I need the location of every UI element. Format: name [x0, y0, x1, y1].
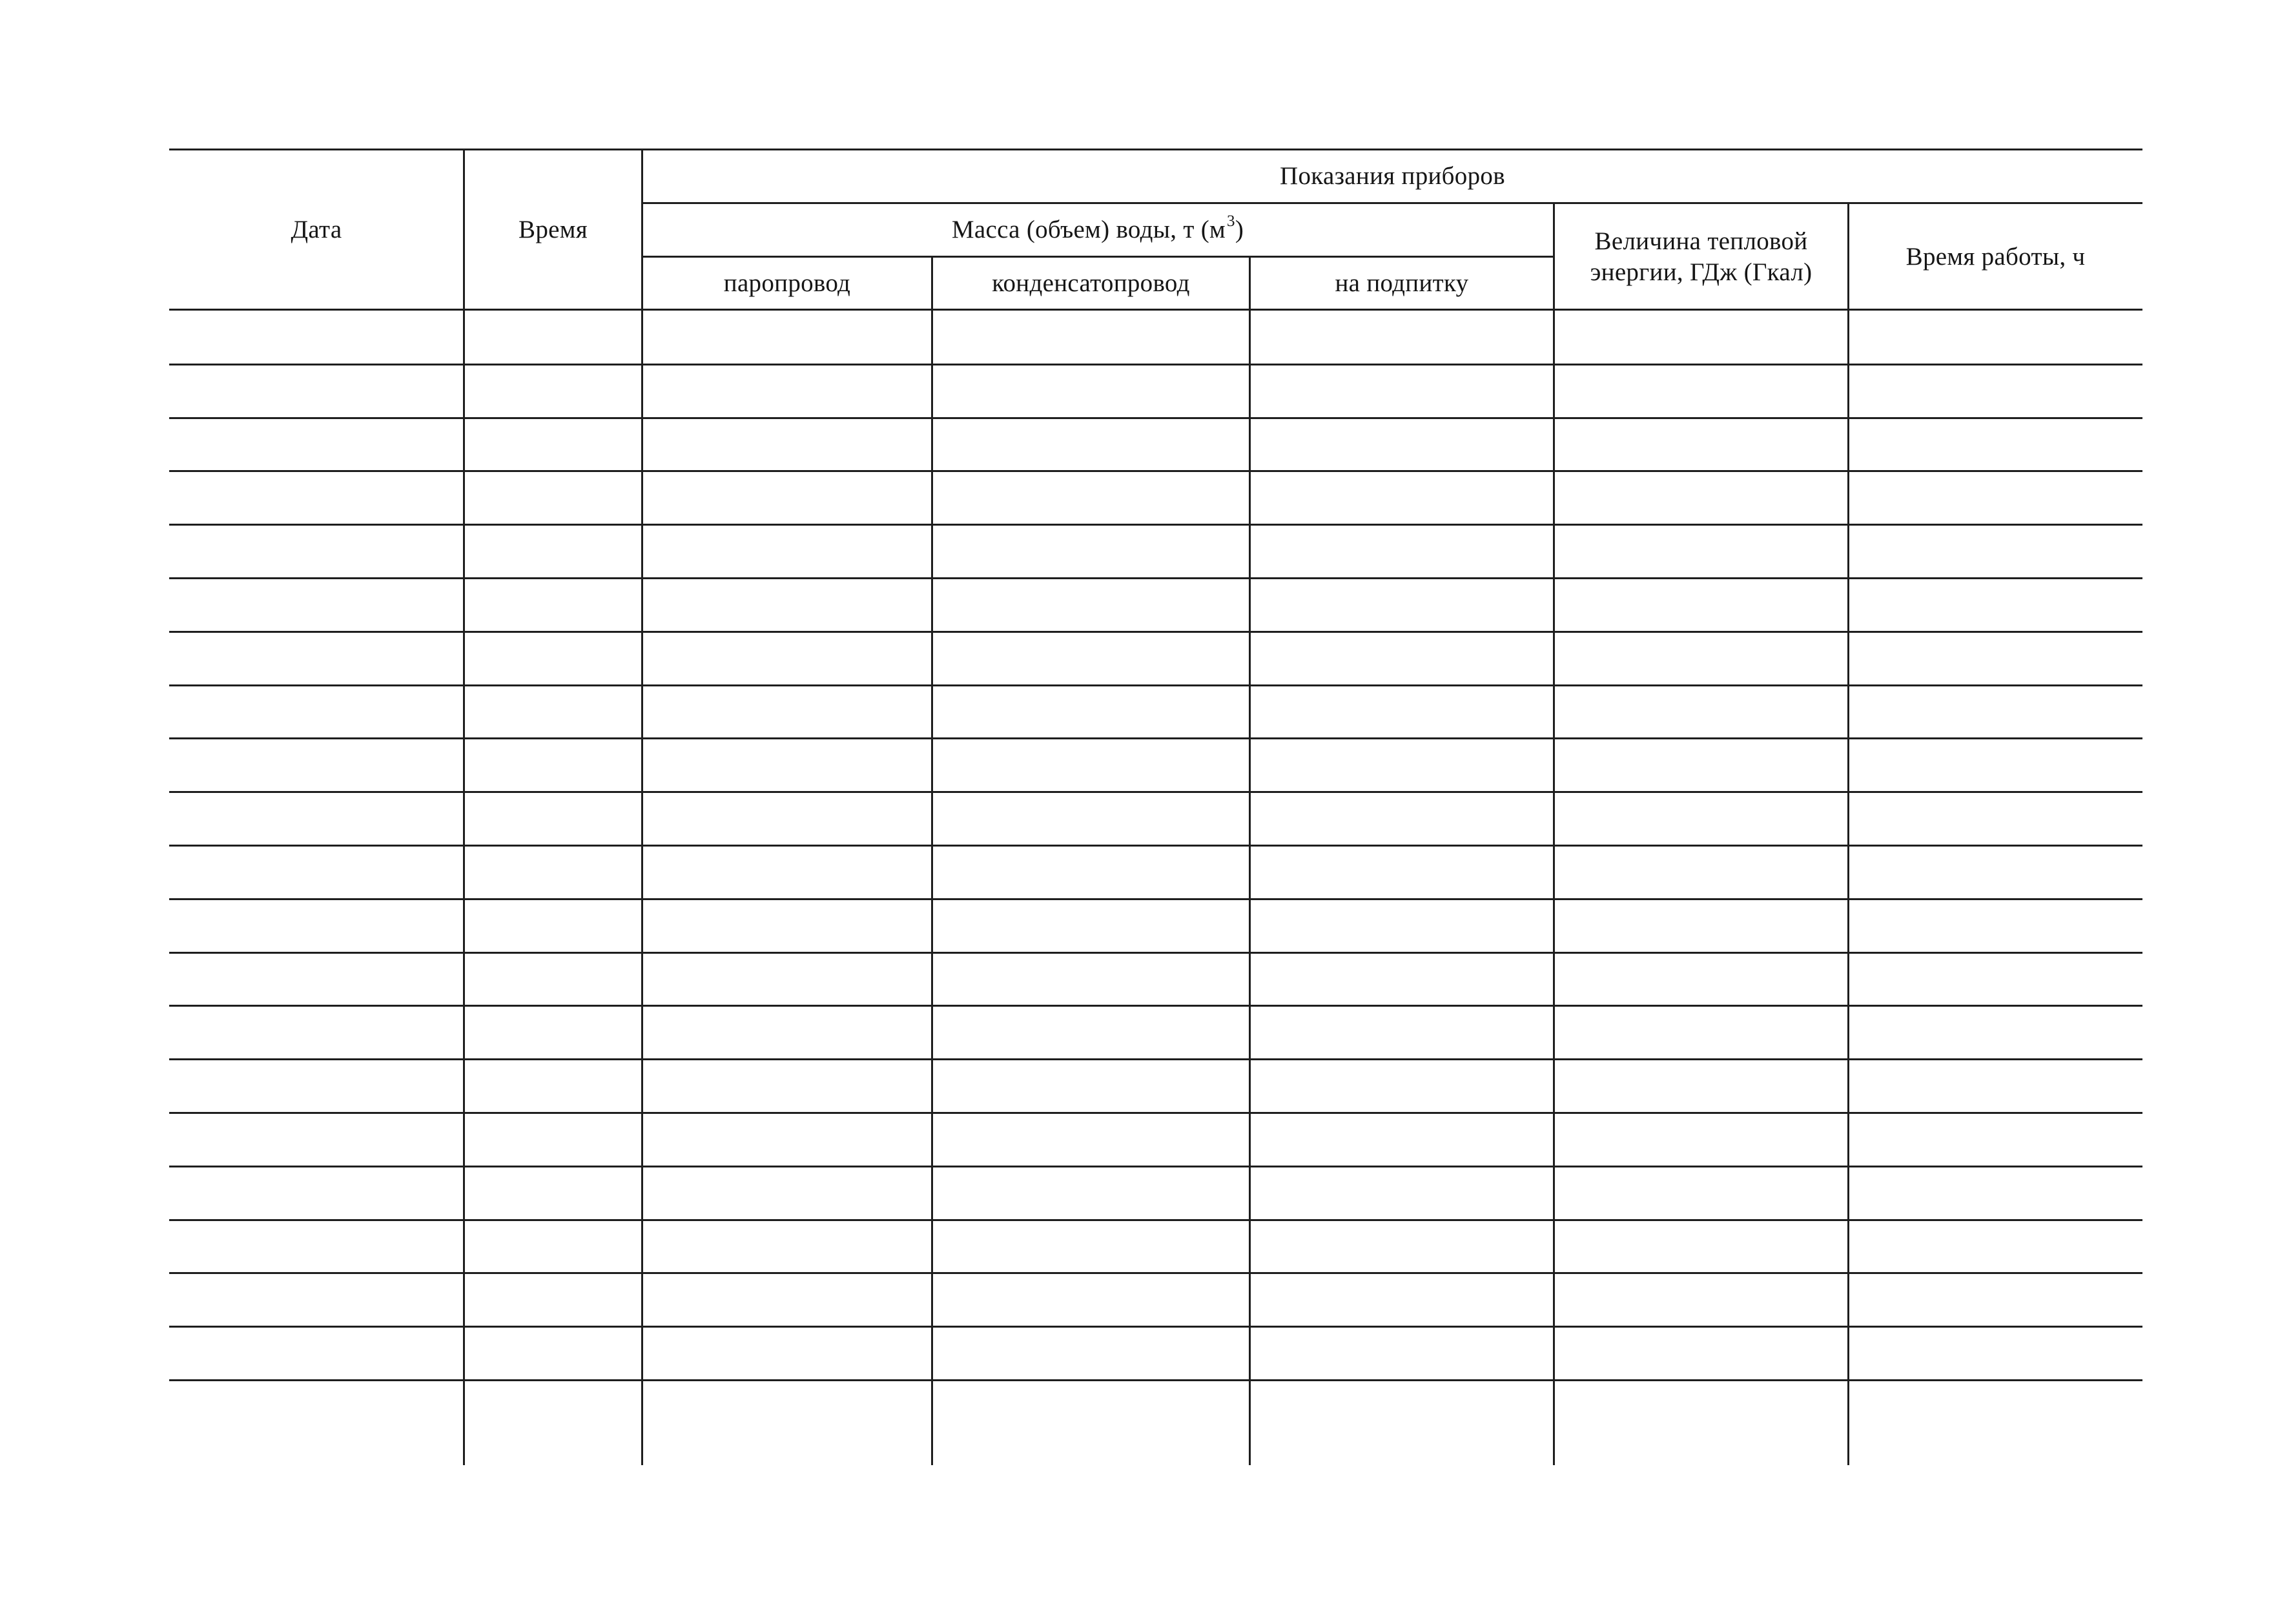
cell-heat[interactable]	[1555, 845, 1847, 897]
table-row	[169, 418, 2142, 471]
header-condensate-label: конденсатопровод	[992, 269, 1190, 298]
header-heat-line1: Величина тепловой	[1594, 227, 1808, 255]
cell-steam[interactable]	[643, 418, 931, 469]
cell-date[interactable]	[171, 738, 463, 790]
table-row	[169, 792, 2142, 845]
cell-steam[interactable]	[643, 311, 931, 362]
cell-date[interactable]	[171, 792, 463, 843]
cell-steam[interactable]	[643, 1166, 931, 1218]
rule-readings	[642, 202, 2142, 204]
cell-makeup[interactable]	[1251, 1380, 1553, 1432]
cell-steam[interactable]	[643, 952, 931, 1004]
cell-date[interactable]	[171, 1166, 463, 1218]
cell-time[interactable]	[465, 471, 641, 522]
cell-hours[interactable]	[1849, 364, 2142, 416]
cell-date[interactable]	[171, 418, 463, 469]
cell-condensate[interactable]	[933, 471, 1249, 522]
cell-hours[interactable]	[1849, 1273, 2142, 1324]
cell-steam[interactable]	[643, 632, 931, 683]
cell-makeup[interactable]	[1251, 524, 1553, 576]
cell-time[interactable]	[465, 311, 641, 362]
cell-hours[interactable]	[1849, 1005, 2142, 1057]
cell-condensate[interactable]	[933, 1326, 1249, 1378]
cell-steam[interactable]	[643, 1273, 931, 1324]
cell-hours[interactable]	[1849, 578, 2142, 630]
cell-steam[interactable]	[643, 899, 931, 951]
cell-condensate[interactable]	[933, 311, 1249, 362]
cell-hours[interactable]	[1849, 738, 2142, 790]
header-readings-label: Показания приборов	[1280, 162, 1505, 190]
cell-makeup[interactable]	[1251, 1113, 1553, 1164]
cell-condensate[interactable]	[933, 1380, 1249, 1432]
cell-makeup[interactable]	[1251, 792, 1553, 843]
cell-time[interactable]	[465, 1166, 641, 1218]
cell-steam[interactable]	[643, 685, 931, 737]
rule-mass-group	[642, 256, 1553, 258]
cell-makeup[interactable]	[1251, 1273, 1553, 1324]
cell-steam[interactable]	[643, 1005, 931, 1057]
cell-date[interactable]	[171, 1220, 463, 1271]
cell-hours[interactable]	[1849, 792, 2142, 843]
cell-makeup[interactable]	[1251, 738, 1553, 790]
cell-time[interactable]	[465, 738, 641, 790]
header-work-hours	[1849, 203, 2142, 310]
cell-hours[interactable]	[1849, 952, 2142, 1004]
cell-heat[interactable]	[1555, 952, 1847, 1004]
cell-condensate[interactable]	[933, 418, 1249, 469]
cell-date[interactable]	[171, 845, 463, 897]
cell-hours[interactable]	[1849, 418, 2142, 469]
cell-steam[interactable]	[643, 364, 931, 416]
cell-steam[interactable]	[643, 792, 931, 843]
cell-date[interactable]	[171, 1380, 463, 1432]
table-row	[169, 899, 2142, 952]
header-mass-group	[642, 203, 1553, 256]
cell-heat[interactable]	[1555, 471, 1847, 522]
table-row	[169, 1273, 2142, 1326]
cell-time[interactable]	[465, 418, 641, 469]
cell-condensate[interactable]	[933, 952, 1249, 1004]
table-row	[169, 952, 2142, 1006]
cell-time[interactable]	[465, 1113, 641, 1164]
cell-hours[interactable]	[1849, 524, 2142, 576]
header-date	[169, 150, 464, 310]
cell-time[interactable]	[465, 952, 641, 1004]
cell-steam[interactable]	[643, 1059, 931, 1111]
cell-heat[interactable]	[1555, 1005, 1847, 1057]
cell-makeup[interactable]	[1251, 1326, 1553, 1378]
cell-makeup[interactable]	[1251, 418, 1553, 469]
cell-heat[interactable]	[1555, 685, 1847, 737]
cell-condensate[interactable]	[933, 738, 1249, 790]
table-row	[169, 1380, 2142, 1434]
cell-steam[interactable]	[643, 1113, 931, 1164]
cell-time[interactable]	[465, 1326, 641, 1378]
cell-hours[interactable]	[1849, 311, 2142, 362]
header-mass-group-label: Масса (объем) воды, т $(м^3)$	[951, 212, 1244, 244]
cell-time[interactable]	[465, 899, 641, 951]
header-readings	[642, 150, 2142, 203]
cell-makeup[interactable]	[1251, 845, 1553, 897]
cell-makeup[interactable]	[1251, 952, 1553, 1004]
cell-date[interactable]	[171, 1113, 463, 1164]
cell-makeup[interactable]	[1251, 1005, 1553, 1057]
cell-hours[interactable]	[1849, 1220, 2142, 1271]
header-steam-label: паропровод	[723, 269, 851, 298]
cell-heat[interactable]	[1555, 578, 1847, 630]
table-row	[169, 738, 2142, 792]
cell-hours[interactable]	[1849, 1059, 2142, 1111]
header-time-label: Время	[519, 216, 588, 244]
cell-heat[interactable]	[1555, 632, 1847, 683]
cell-heat[interactable]	[1555, 1059, 1847, 1111]
cell-time[interactable]	[465, 578, 641, 630]
cell-hours[interactable]	[1849, 632, 2142, 683]
cell-hours[interactable]	[1849, 1113, 2142, 1164]
cell-steam[interactable]	[643, 1380, 931, 1432]
cell-date[interactable]	[171, 1059, 463, 1111]
cell-time[interactable]	[465, 632, 641, 683]
cell-condensate[interactable]	[933, 845, 1249, 897]
table-body	[169, 311, 2142, 1465]
cell-condensate[interactable]	[933, 1220, 1249, 1271]
table-row	[169, 1220, 2142, 1273]
cell-steam[interactable]	[643, 1220, 931, 1271]
cell-date[interactable]	[171, 578, 463, 630]
cell-time[interactable]	[465, 1220, 641, 1271]
cell-heat[interactable]	[1555, 792, 1847, 843]
cell-steam[interactable]	[643, 738, 931, 790]
cell-makeup[interactable]	[1251, 632, 1553, 683]
cell-hours[interactable]	[1849, 845, 2142, 897]
cell-date[interactable]	[171, 1326, 463, 1378]
cell-steam[interactable]	[643, 578, 931, 630]
cell-date[interactable]	[171, 952, 463, 1004]
cell-steam[interactable]	[643, 471, 931, 522]
cell-heat[interactable]	[1555, 311, 1847, 362]
cell-hours[interactable]	[1849, 1166, 2142, 1218]
cell-date[interactable]	[171, 1273, 463, 1324]
header-heat-line2: энергии, ГДж (Гкал)	[1590, 258, 1813, 286]
cell-heat[interactable]	[1555, 738, 1847, 790]
cell-hours[interactable]	[1849, 471, 2142, 522]
cell-condensate[interactable]	[933, 632, 1249, 683]
cell-condensate[interactable]	[933, 1273, 1249, 1324]
cell-hours[interactable]	[1849, 1380, 2142, 1432]
cell-steam[interactable]	[643, 845, 931, 897]
header-work-hours-label: Время работы, ч	[1905, 242, 2086, 271]
cell-heat[interactable]	[1555, 1166, 1847, 1218]
cell-date[interactable]	[171, 632, 463, 683]
cell-date[interactable]	[171, 364, 463, 416]
cell-condensate[interactable]	[933, 364, 1249, 416]
cell-time[interactable]	[465, 364, 641, 416]
cell-steam[interactable]	[643, 1326, 931, 1378]
cell-heat[interactable]	[1555, 364, 1847, 416]
header-condensate	[932, 257, 1249, 310]
cell-condensate[interactable]	[933, 685, 1249, 737]
table-row	[169, 471, 2142, 524]
cell-makeup[interactable]	[1251, 364, 1553, 416]
cell-time[interactable]	[465, 1380, 641, 1432]
cell-makeup[interactable]	[1251, 1220, 1553, 1271]
superscript-3: 3	[1227, 212, 1235, 231]
cell-date[interactable]	[171, 311, 463, 362]
cell-makeup[interactable]	[1251, 311, 1553, 362]
cell-condensate[interactable]	[933, 899, 1249, 951]
cell-condensate[interactable]	[933, 1059, 1249, 1111]
header-time	[464, 150, 642, 310]
cell-time[interactable]	[465, 524, 641, 576]
cell-heat[interactable]	[1555, 1113, 1847, 1164]
cell-time[interactable]	[465, 845, 641, 897]
cell-condensate[interactable]	[933, 1166, 1249, 1218]
header-steam	[642, 257, 932, 310]
cell-time[interactable]	[465, 1273, 641, 1324]
table-row	[169, 578, 2142, 632]
cell-heat[interactable]	[1555, 524, 1847, 576]
cell-condensate[interactable]	[933, 524, 1249, 576]
cell-heat[interactable]	[1555, 1380, 1847, 1432]
cell-hours[interactable]	[1849, 685, 2142, 737]
rule-top	[169, 149, 2142, 150]
table-row	[169, 364, 2142, 418]
table-row	[169, 845, 2142, 899]
cell-condensate[interactable]	[933, 1005, 1249, 1057]
cell-condensate[interactable]	[933, 792, 1249, 843]
cell-heat[interactable]	[1555, 899, 1847, 951]
cell-date[interactable]	[171, 685, 463, 737]
header-date-label: Дата	[291, 216, 342, 244]
cell-makeup[interactable]	[1251, 685, 1553, 737]
cell-date[interactable]	[171, 524, 463, 576]
table-row	[169, 1326, 2142, 1380]
cell-date[interactable]	[171, 1005, 463, 1057]
cell-time[interactable]	[465, 1005, 641, 1057]
cell-heat[interactable]	[1555, 1326, 1847, 1378]
cell-steam[interactable]	[643, 524, 931, 576]
table-row	[169, 632, 2142, 685]
cell-date[interactable]	[171, 899, 463, 951]
cell-heat[interactable]	[1555, 1220, 1847, 1271]
cell-time[interactable]	[465, 685, 641, 737]
cell-makeup[interactable]	[1251, 899, 1553, 951]
cell-makeup[interactable]	[1251, 1166, 1553, 1218]
cell-makeup[interactable]	[1251, 471, 1553, 522]
cell-heat[interactable]	[1555, 1273, 1847, 1324]
cell-heat[interactable]	[1555, 418, 1847, 469]
table-row	[169, 1166, 2142, 1220]
cell-time[interactable]	[465, 792, 641, 843]
header-makeup-label: на подпитку	[1335, 269, 1469, 298]
table-row	[169, 1005, 2142, 1059]
header-makeup	[1250, 257, 1554, 310]
cell-time[interactable]	[465, 1059, 641, 1111]
table-row	[169, 685, 2142, 739]
table-row	[169, 1113, 2142, 1166]
cell-condensate[interactable]	[933, 578, 1249, 630]
table-row	[169, 524, 2142, 578]
table-row	[169, 1059, 2142, 1113]
cell-hours[interactable]	[1849, 899, 2142, 951]
cell-hours[interactable]	[1849, 1326, 2142, 1378]
cell-date[interactable]	[171, 471, 463, 522]
cell-makeup[interactable]	[1251, 1059, 1553, 1111]
table-row	[169, 311, 2142, 364]
header-heat-energy	[1554, 203, 1848, 310]
cell-makeup[interactable]	[1251, 578, 1553, 630]
cell-condensate[interactable]	[933, 1113, 1249, 1164]
